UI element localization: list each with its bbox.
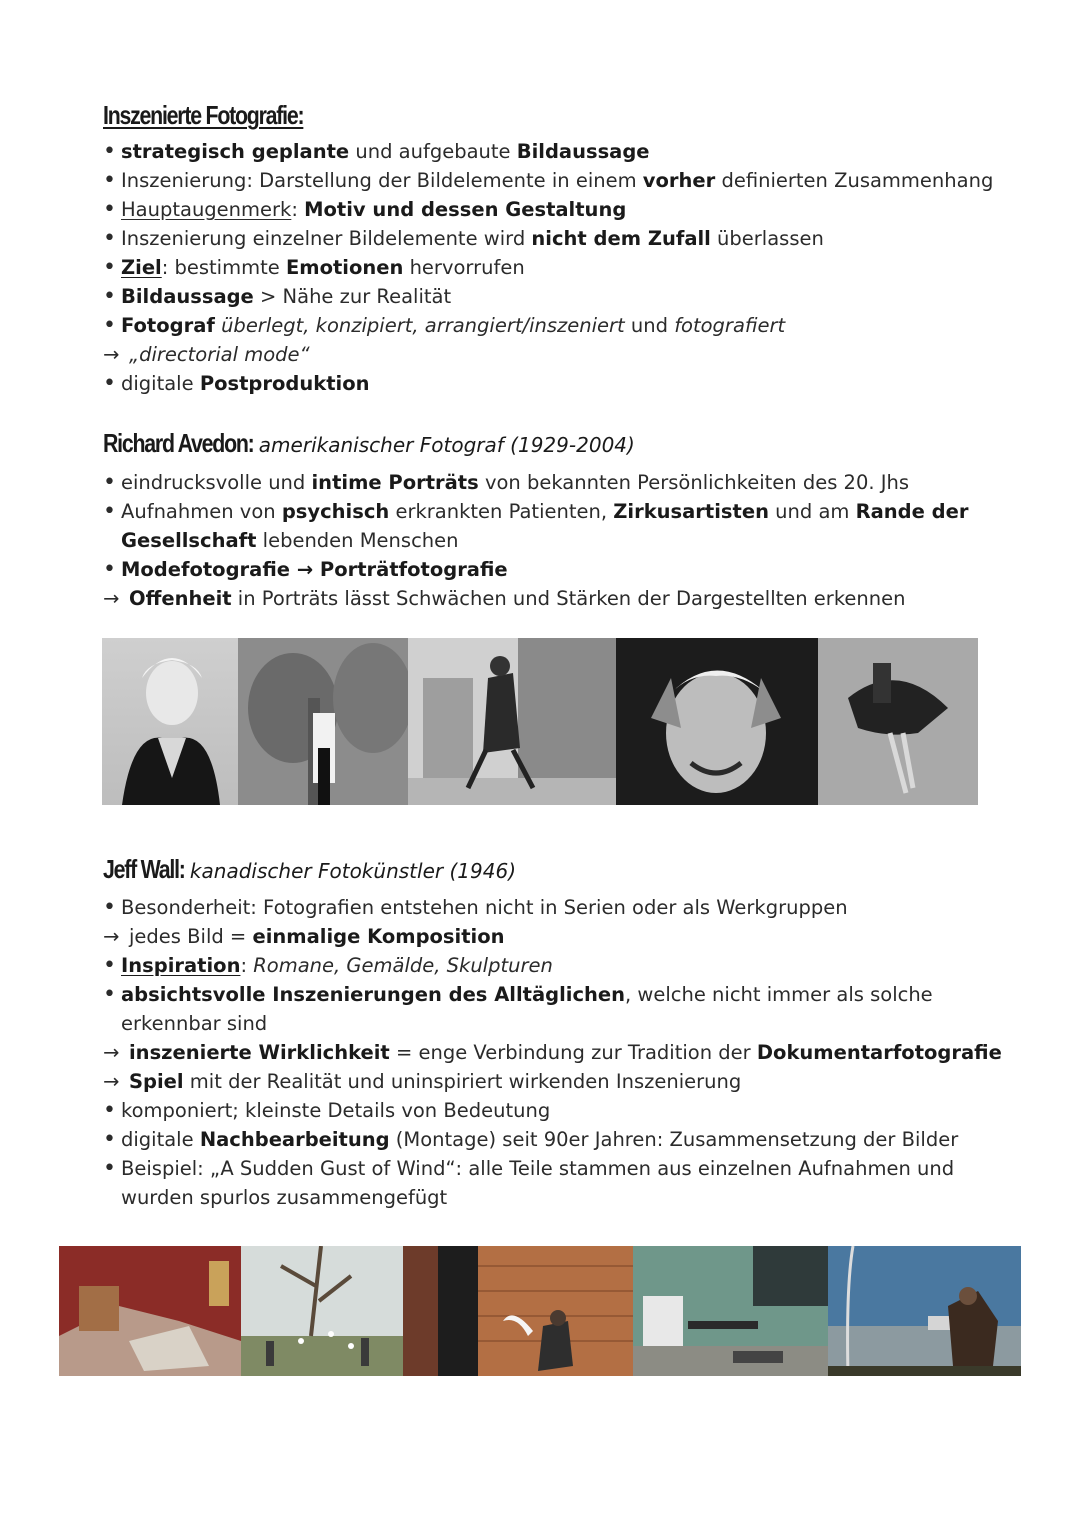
arrow-icon: →	[103, 1070, 120, 1093]
text-segment: Dokumentarfotografie	[756, 1041, 1002, 1064]
text-segment: Bildaussage	[121, 285, 254, 308]
photo-kitchen	[633, 1246, 828, 1376]
bullet-list	[103, 468, 1003, 613]
text-segment: definierten Zusammenhang	[715, 169, 994, 192]
text-segment: fotografiert	[674, 314, 786, 337]
wall-photo-strip	[59, 1246, 1021, 1376]
text-segment: strategisch geplante	[121, 140, 350, 163]
text-segment: : bestimmte	[161, 256, 286, 279]
bullet-item	[103, 1125, 1003, 1154]
text-segment: eindrucksvolle und	[121, 471, 312, 494]
text-segment: in Porträts lässt Schwächen und Stärken der Dargestellten erkennen	[231, 587, 906, 610]
bullet-list	[103, 137, 1003, 398]
text-segment: Hauptaugenmerk	[121, 198, 292, 221]
text-segment: Offenheit	[129, 587, 232, 610]
text-segment: Rande der Gesellschaft	[121, 500, 969, 552]
bullet-item	[103, 951, 1003, 980]
section-title: Inszenierte Fotografie:	[103, 100, 304, 130]
text-segment: und am	[768, 500, 856, 523]
arrow-icon: →	[103, 343, 120, 366]
photo-destroyed-room	[59, 1246, 241, 1376]
bullet-item	[103, 253, 1003, 282]
text-segment: digitale	[121, 1128, 200, 1151]
arrow-item	[103, 1067, 1003, 1096]
section-subtitle: amerikanischer Fotograf (1929-2004)	[258, 433, 635, 457]
arrow-icon: →	[103, 587, 120, 610]
photo-street-woman	[408, 638, 616, 805]
text-segment: Spiel	[129, 1070, 184, 1093]
text-segment: = enge Verbindung zur Tradition der	[389, 1041, 757, 1064]
text-segment: Romane, Gemälde, Skulpturen	[253, 954, 553, 977]
section-subtitle: kanadischer Fotokünstler (1946)	[189, 859, 516, 883]
text-segment: > Nähe zur Realität	[253, 285, 452, 308]
arrow-item	[103, 584, 1003, 613]
photo-portrait-woman	[102, 638, 238, 805]
bullet-item	[103, 311, 1003, 340]
text-segment: Besonderheit: Fotografien entstehen nicht in Serien oder als Werkgruppen	[121, 896, 848, 919]
text-segment: erkrankten Patienten,	[389, 500, 614, 523]
section-jeff-wall	[103, 852, 1003, 1212]
section-inszenierte-fotografie	[103, 98, 1003, 398]
section-richard-avedon	[103, 426, 1003, 613]
text-segment: überlegt, konzipiert, arrangiert/inszeniert	[221, 314, 625, 337]
bullet-item	[103, 224, 1003, 253]
text-segment: Nachbearbeitung	[199, 1128, 390, 1151]
text-segment: überlassen	[710, 227, 824, 250]
text-segment: (Montage) seit 90er Jahren: Zusammensetzung der Bilder	[389, 1128, 959, 1151]
arrow-icon: →	[103, 1041, 120, 1064]
bullet-item	[103, 1096, 1003, 1125]
text-segment: einmalige Komposition	[252, 925, 505, 948]
section-title: Richard Avedon: amerikanischer Fotograf (1929-2004)	[103, 426, 841, 462]
text-segment: Modefotografie → Porträtfotografie	[121, 558, 508, 581]
text-segment: , welche nicht immer als solche erkennbar sind	[121, 983, 933, 1035]
text-segment: und	[624, 314, 675, 337]
bullet-item	[103, 980, 1003, 1038]
bullet-item	[103, 369, 1003, 398]
bullet-item	[103, 195, 1003, 224]
arrow-item	[103, 922, 1003, 951]
bullet-item	[103, 497, 1003, 555]
text-segment: intime Porträts	[311, 471, 479, 494]
photo-city-view	[828, 1246, 1021, 1376]
text-segment: Beispiel: „A Sudden Gust of Wind“: alle Teile stammen aus einzelnen Aufnahmen und wurden spurlos zusammengefügt	[121, 1157, 955, 1209]
text-segment: vorher	[642, 169, 716, 192]
text-segment: nicht dem Zufall	[531, 227, 711, 250]
bullet-item	[103, 1154, 1003, 1212]
text-segment: psychisch	[281, 500, 390, 523]
arrow-item	[103, 1038, 1003, 1067]
photo-laughing-man	[616, 638, 818, 805]
text-segment: Aufnahmen von	[121, 500, 282, 523]
bullet-item	[103, 468, 1003, 497]
text-segment: Motiv und dessen Gestaltung	[304, 198, 627, 221]
text-segment: „directorial mode“	[129, 343, 310, 366]
section-title: Jeff Wall: kanadischer Fotokünstler (1946)	[103, 852, 841, 888]
text-segment: lebenden Menschen	[256, 529, 459, 552]
bullet-item	[103, 555, 1003, 584]
text-segment: hervorrufen	[403, 256, 525, 279]
text-segment: Inszenierung einzelner Bildelemente wird	[121, 227, 532, 250]
photo-elephants	[238, 638, 408, 805]
text-segment: :	[240, 954, 254, 977]
text-segment: von bekannten Persönlichkeiten des 20. Jhs	[478, 471, 910, 494]
arrow-item	[103, 340, 1003, 369]
text-segment: inszenierte Wirklichkeit	[129, 1041, 390, 1064]
text-segment: Fotograf	[121, 314, 215, 337]
text-segment: Inspiration	[121, 954, 241, 977]
text-segment: Inszenierung: Darstellung der Bildelemente in einem	[121, 169, 643, 192]
photo-gust-of-wind	[241, 1246, 403, 1376]
bullet-item	[103, 166, 1003, 195]
text-segment: Ziel	[121, 256, 162, 279]
text-segment: und aufgebaute	[349, 140, 517, 163]
text-segment: Zirkusartisten	[613, 500, 769, 523]
arrow-icon: →	[103, 925, 120, 948]
text-segment: Bildaussage	[516, 140, 650, 163]
text-segment: Postproduktion	[199, 372, 370, 395]
bullet-item	[103, 137, 1003, 166]
text-segment: komponiert; kleinste Details von Bedeutung	[121, 1099, 551, 1122]
text-segment: digitale	[121, 372, 200, 395]
text-segment: Emotionen	[285, 256, 404, 279]
bullet-item	[103, 893, 1003, 922]
text-segment: jedes Bild =	[129, 925, 253, 948]
bullet-item	[103, 282, 1003, 311]
text-segment: :	[291, 198, 305, 221]
text-segment: mit der Realität und uninspiriert wirkenden Inszenierung	[183, 1070, 742, 1093]
avedon-photo-strip	[102, 638, 978, 805]
photo-milk-splash	[403, 1246, 633, 1376]
photo-skirt-jump	[818, 638, 978, 805]
text-segment: absichtsvolle Inszenierungen des Alltäglichen	[121, 983, 626, 1006]
bullet-list	[103, 893, 1003, 1212]
